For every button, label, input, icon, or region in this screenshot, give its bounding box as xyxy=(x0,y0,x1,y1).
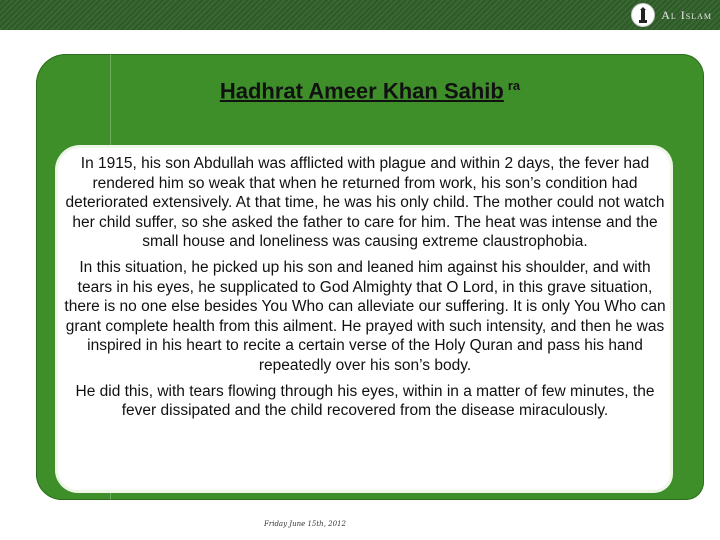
paragraph-1: In 1915, his son Abdullah was afflicted with plague and within 2 days, the fever had rendered him so weak that when he returned from work, his son’s condition had deteriorated extensively. At that time, he was his only child. The mother could not watch her child suffer, so she asked the father to care for him. The heat was intense and the small house and loneliness was causing extreme claustrophobia. xyxy=(65,155,665,251)
header-bar xyxy=(0,0,720,30)
paragraph-2: In this situation, he picked up his son and leaned him against his shoulder, and with tears in his eyes, he supplicated to God Almighty that O Lord, in this grave situation, there is no one else besides You Who can alleviate our suffering. It is only You Who can grant complete health from this ailment. He prayed with such intensity, and then he was inspired in his heart to recite a certain verse of the Holy Quran and pass his hand repeatedly over his son’s body. xyxy=(64,258,666,374)
minaret-seal-icon xyxy=(631,3,655,27)
logo-text: Al Islam xyxy=(661,7,712,22)
title-superscript: ra xyxy=(507,78,521,93)
slide-body xyxy=(60,154,670,427)
al-islam-logo[interactable] xyxy=(631,3,712,27)
paragraph-3: He did this, with tears flowing through his eyes, within in a matter of few minutes, the fever dissipated and the child recovered from the disease miraculously. xyxy=(75,382,655,420)
footer-date: Friday June 15th, 2012 xyxy=(264,520,346,528)
title-text: Hadhrat Ameer Khan Sahib xyxy=(219,78,504,104)
slide-title xyxy=(0,78,720,104)
